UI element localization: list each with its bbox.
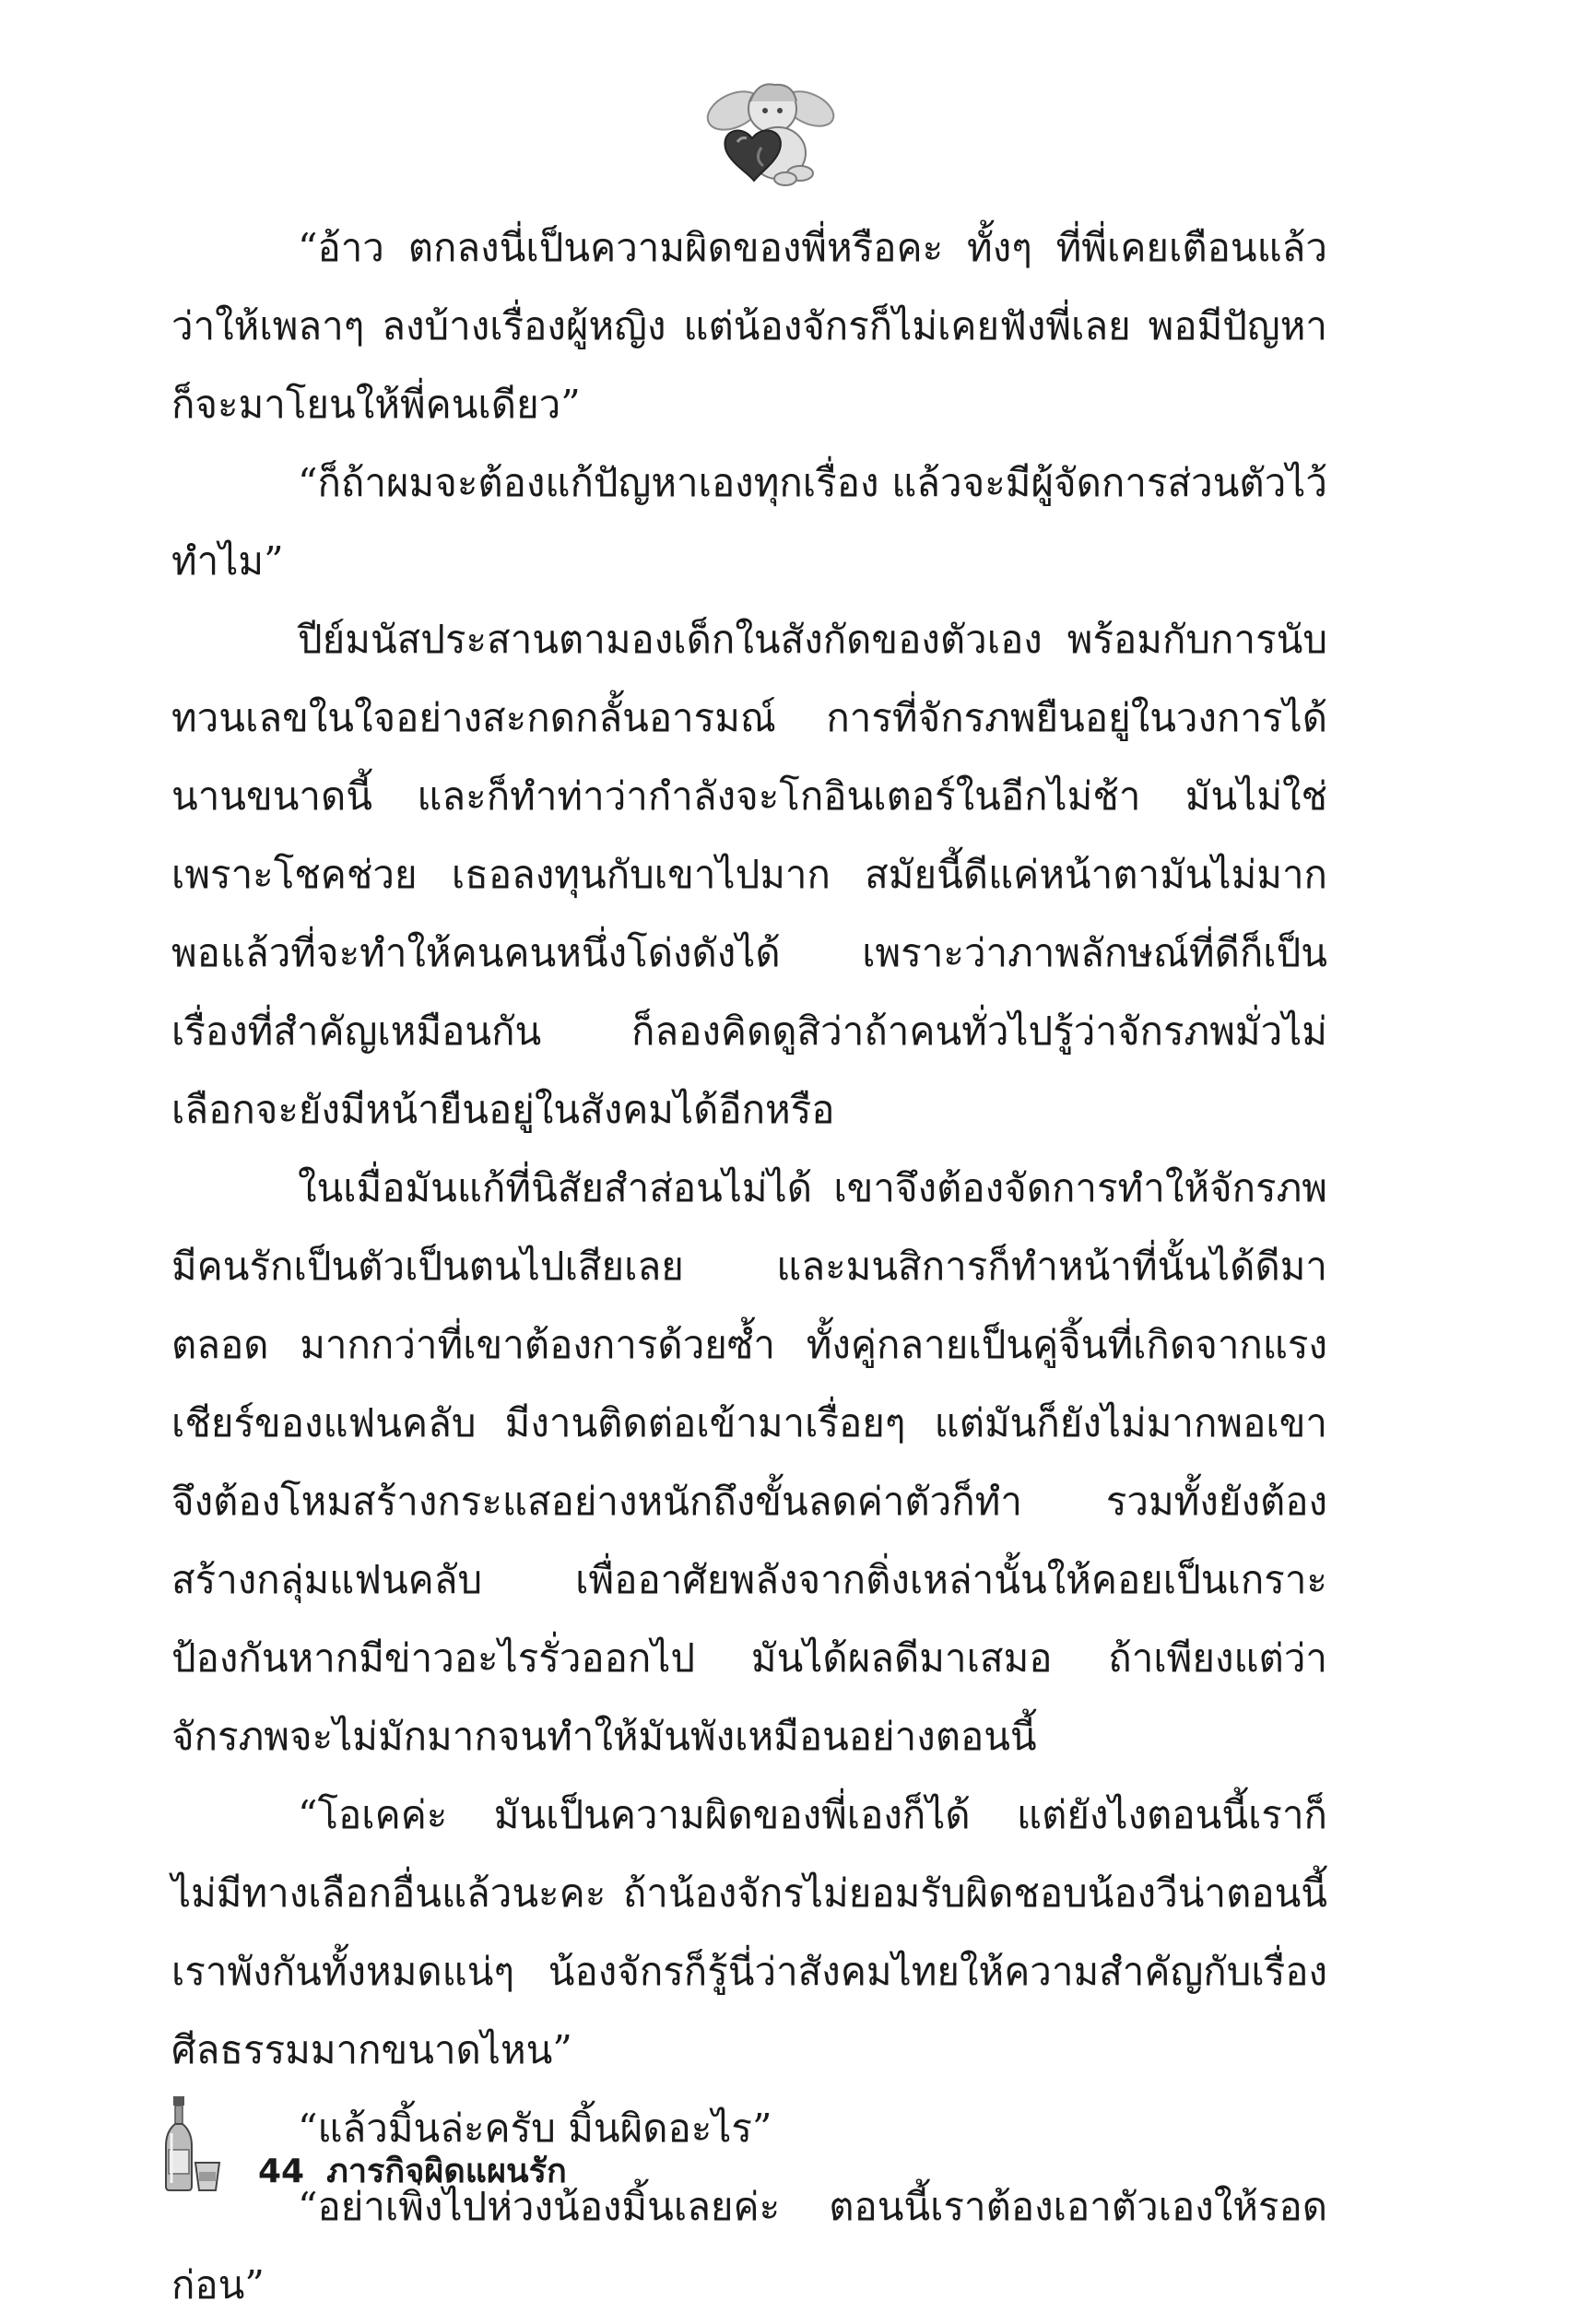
paragraph-7: “อย่าเพิ่งไปห่วงน้องมิ้นเลยค่ะ ตอนนี้เราต้องเอาตัวเองให้รอดก่อน” [171, 2184, 1327, 2307]
paragraph-5: “โอเคค่ะ มันเป็นความผิดของพี่เองก็ได้ แต่ยังไงตอนนี้เราก็ไม่มีทางเลือกอื่นแล้วนะคะ ถ้าน้องจักรไม่ยอมรับผิดชอบน้องวีน่าตอนนี้ เราพังกันทั้งหมดแน่ๆ น้องจักรก็รู้นี่ว่าสังคมไทยให้ความสำคัญกับเรื่องศีลธรรมมากขนาดไหน” [171, 1792, 1327, 2072]
paragraph-6: “แล้วมิ้นล่ะครับ มิ้นผิดอะไร” [298, 2106, 772, 2151]
paragraph-4: ในเมื่อมันแก้ที่นิสัยสำส่อนไม่ได้ เขาจึงต้องจัดการทำให้จักรภพมีคนรักเป็นตัวเป็นตนไปเสียเลย และมนสิการก็ทำหน้าที่นั้นได้ดีมาตลอด มากกว่าที่เขาต้องการด้วยซ้ำ ทั้งคู่กลายเป็นคู่จิ้นที่เกิดจากแรงเชียร์ของแฟนคลับ มีงานติดต่อเข้ามาเรื่อยๆ แต่มันก็ยังไม่มากพอเขาจึงต้องโหมสร้างกระแสอย่างหนักถึงขั้นลดค่าตัวก็ทำ รวมทั้งยังต้องสร้างกลุ่มแฟนคลับ เพื่ออาศัยพลังจากติ่งเหล่านั้นให้คอยเป็นเกราะป้องกันหากมีข่าวอะไรรั่วออกไป มันได้ผลดีมาเสมอ ถ้าเพียงแต่ว่าจักรภพจะไม่มักมากจนทำให้มันพังเหมือนอย่างตอนนี้ [171, 1165, 1327, 1759]
paragraph-1: “อ้าว ตกลงนี่เป็นความผิดของพี่หรือคะ ทั้งๆ ที่พี่เคยเตือนแล้วว่าให้เพลาๆ ลงบ้างเรื่องผู้หญิง แต่น้องจักรก็ไม่เคยฟังพี่เลย พอมีปัญหาก็จะมาโยนให้พี่คนเดียว” [171, 225, 1327, 427]
footer-text [258, 2144, 567, 2197]
page-footer [160, 2094, 898, 2196]
page-number: 44 [258, 2153, 305, 2190]
book-title: ภารกิจผิดแผนรัก [326, 2153, 567, 2190]
paragraph-3: ปีย์มนัสประสานตามองเด็กในสังกัดของตัวเอง พร้อมกับการนับทวนเลขในใจอย่างสะกดกลั้นอารมณ์ การที่จักรภพยืนอยู่ในวงการได้นานขนาดนี้ และก็ทำท่าว่ากำลังจะโกอินเตอร์ในอีกไม่ช้า มันไม่ใช่เพราะโชคช่วย เธอลงทุนกับเขาไปมาก สมัยนี้ดีแค่หน้าตามันไม่มากพอแล้วที่จะทำให้คนคนหนึ่งโด่งดังได้ เพราะว่าภาพลักษณ์ที่ดีก็เป็นเรื่องที่สำคัญเหมือนกัน ก็ลองคิดดูสิว่าถ้าคนทั่วไปรู้ว่าจักรภพมั่วไม่เลือกจะยังมีหน้ายืนอยู่ในสังคมได้อีกหรือ [171, 617, 1327, 1132]
cupid-with-heart-icon [697, 74, 844, 194]
bottle-and-glass-icon [160, 2094, 225, 2192]
paragraph-2: “ก็ถ้าผมจะต้องแก้ปัญหาเองทุกเรื่อง แล้วจะมีผู้จัดการส่วนตัวไว้ทำไม” [171, 460, 1327, 584]
